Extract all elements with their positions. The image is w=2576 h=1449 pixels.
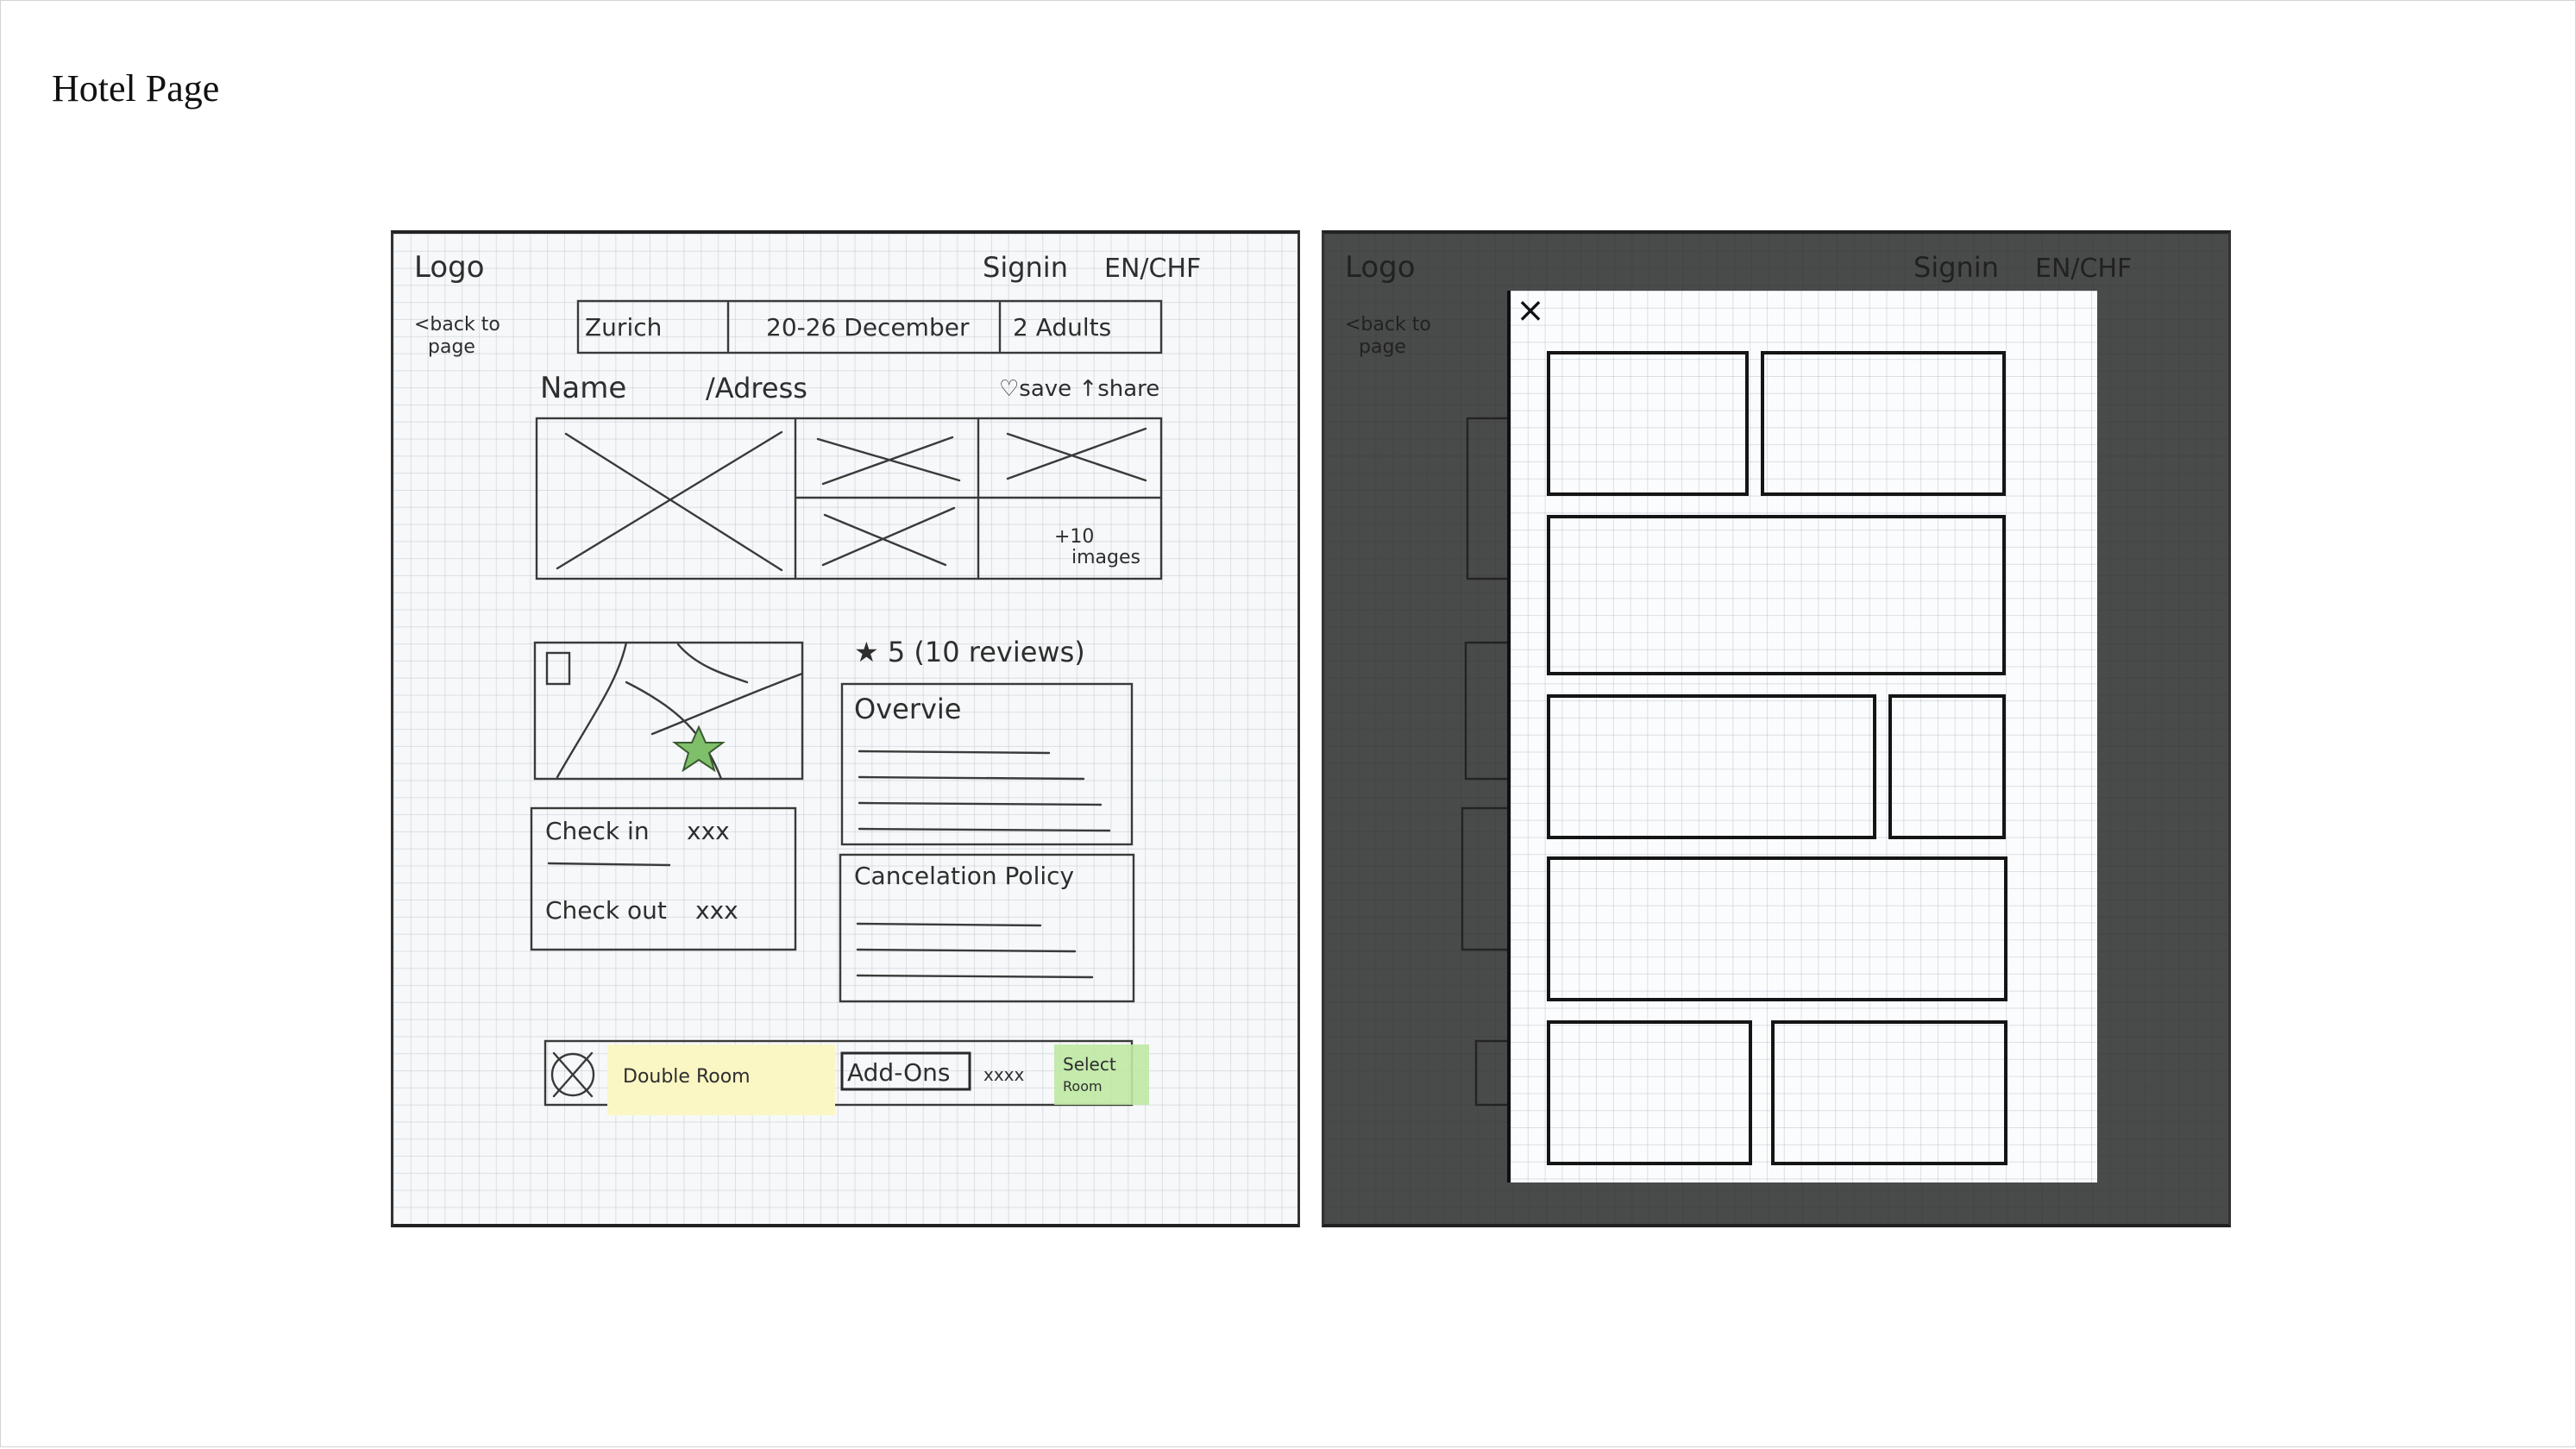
modal-image-placeholder (1547, 1020, 1752, 1165)
close-icon[interactable]: × (1516, 291, 1545, 330)
check-in-value: xxx (687, 817, 730, 845)
hotel-page-modal-wireframe-sketch (1322, 230, 2231, 1227)
select-room-line1[interactable]: Select (1063, 1054, 1116, 1075)
cancelation-heading: Cancelation Policy (854, 862, 1075, 890)
rating-reviews[interactable]: ★ 5 (10 reviews) (854, 636, 1085, 668)
search-location[interactable]: Zurich (585, 313, 663, 342)
language-currency[interactable]: EN/CHF (1104, 254, 1202, 284)
modal-image-placeholder (1547, 694, 1876, 839)
select-room-line2[interactable]: Room (1063, 1078, 1103, 1095)
sketch-drawing (393, 234, 1297, 1224)
search-dates[interactable]: 20-26 December (766, 313, 970, 342)
signin-link[interactable]: Signin (983, 251, 1068, 284)
save-share-actions[interactable]: ♡save ↑share (999, 376, 1160, 402)
modal-image-placeholder (1771, 1020, 2007, 1165)
check-out-label: Check out (545, 896, 667, 925)
modal-image-placeholder (1547, 856, 2007, 1001)
check-out-value: xxx (695, 896, 738, 925)
room-price: xxxx (983, 1064, 1025, 1085)
page-title: Hotel Page (52, 67, 220, 110)
room-name: Double Room (623, 1066, 751, 1088)
hotel-name: Name (540, 371, 627, 405)
modal-image-placeholder (1547, 515, 2006, 675)
image-gallery-modal (1507, 291, 2097, 1182)
modal-image-placeholder (1888, 694, 2006, 839)
back-link-line1[interactable]: <back to (414, 314, 500, 336)
search-guests[interactable]: 2 Adults (1013, 313, 1112, 342)
check-in-label: Check in (545, 817, 650, 845)
back-link-line2[interactable]: page (428, 336, 475, 358)
logo: Logo (414, 250, 485, 285)
hotel-address: /Adress (706, 372, 807, 405)
map-box (535, 643, 802, 779)
map-icon (547, 653, 569, 684)
addons-button[interactable]: Add-Ons (847, 1058, 951, 1087)
overview-heading: Overvie (854, 693, 962, 725)
modal-image-placeholder (1547, 351, 1749, 496)
more-images-line2[interactable]: images (1071, 547, 1140, 568)
hotel-page-wireframe-sketch (391, 230, 1300, 1227)
modal-image-placeholder (1761, 351, 2006, 496)
more-images-line1[interactable]: +10 (1054, 526, 1095, 548)
